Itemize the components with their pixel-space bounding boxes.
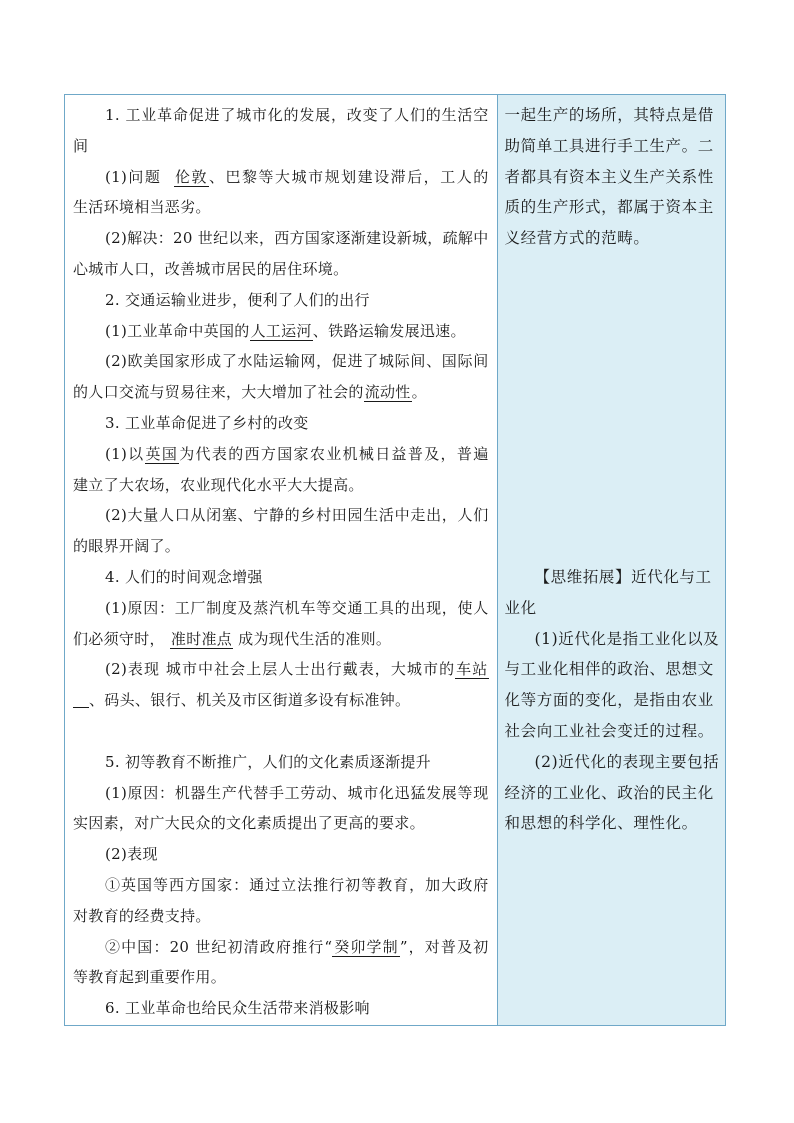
section-4-item-2: (2)表现 城市中社会上层人士出行戴表，大城市的车站: [105, 660, 488, 679]
section-1-item-1: (1)问题 伦敦、巴黎等大城市规划建设滞后，工人的: [105, 167, 489, 186]
answer-blank: 车站: [456, 660, 488, 679]
section-2-title: 2. 交通运输业进步，便利了人们的出行: [105, 290, 370, 309]
section-5-item-1-cont: 实因素，对广大民众的文化素质提出了更高的要求。: [73, 814, 425, 833]
thinking-extension-heading-cont: 业化: [504, 598, 537, 617]
answer-blank: 人工运河: [250, 321, 312, 340]
note-line: 社会向工业社会变迁的过程。: [504, 721, 714, 740]
note-line: 者都具有资本主义生产关系性: [504, 167, 714, 186]
note-line: 助简单工具进行手工生产。二: [504, 136, 714, 155]
note-line: 质的生产形式，都属于资本主: [504, 198, 714, 217]
section-6-title: 6. 工业革命也给民众生活带来消极影响: [105, 999, 370, 1018]
section-2-item-2: (2)欧美国家形成了水陆运输网，促进了城际间、国际间: [105, 352, 489, 371]
note-line: 经济的工业化、政治的民主化: [504, 783, 714, 802]
section-5-item-1: (1)原因：机器生产代替手工劳动、城市化迅猛发展等现: [105, 783, 489, 802]
answer-blank-cont: [73, 689, 89, 708]
spacer: [505, 254, 720, 562]
note-line: 一起生产的场所，其特点是借: [504, 106, 714, 124]
note-line: (1)近代化是指工业化以及: [534, 629, 720, 648]
section-5-item-2: (2)表现: [105, 845, 158, 864]
section-4-item-1: (1)原因：工厂制度及蒸汽机车等交通工具的出现，使人: [105, 598, 489, 617]
section-1-item-2: (2)解决：20 世纪以来，西方国家逐渐建设新城，疏解中: [105, 229, 489, 248]
section-2-item-1: (1)工业革命中英国的人工运河、铁路运输发展迅速。: [105, 321, 466, 340]
section-5-title: 5. 初等教育不断推广，人们的文化素质逐渐提升: [105, 752, 431, 771]
answer-blank: 伦敦: [174, 167, 208, 186]
section-5-item-3: ①英国等西方国家：通过立法推行初等教育，加大政府: [105, 875, 489, 894]
answer-blank: 癸卯学制: [333, 937, 399, 956]
note-line: 义经营方式的范畴。: [504, 229, 650, 248]
spacer: [73, 716, 489, 747]
side-notes-column: [498, 95, 726, 1025]
main-content-column: [65, 95, 498, 1025]
note-line: (2)近代化的表现主要包括: [534, 752, 720, 771]
section-4-item-1-cont: 们必须守时， 准时准点 成为现代生活的准则。: [73, 629, 392, 648]
content-table: [64, 94, 726, 1026]
section-4-item-2-cont: 、码头、银行、机关及市区街道多设有标准钟。: [73, 685, 489, 716]
section-3-item-1: (1)以英国为代表的西方国家农业机械日益普及，普遍: [105, 444, 489, 463]
section-1-item-2-cont: 心城市人口，改善城市居民的居住环境。: [73, 259, 349, 278]
section-5-item-3-cont: 对教育的经费支持。: [73, 906, 211, 925]
note-line: 与工业化相伴的政治、思想文: [504, 660, 714, 679]
section-5-item-4: ②中国：20 世纪初清政府推行“癸卯学制”，对普及初: [105, 937, 489, 956]
answer-blank: 英国: [145, 444, 179, 463]
section-3-title: 3. 工业革命促进了乡村的改变: [105, 413, 309, 432]
thinking-extension-heading: 【思维拓展】近代化与工: [534, 567, 712, 586]
answer-blank: 准时准点: [170, 629, 233, 648]
section-1-title-cont: 间: [73, 136, 89, 155]
note-line: 和思想的科学化、理性化。: [504, 814, 698, 833]
note-line: 化等方面的变化，是指由农业: [504, 691, 714, 710]
section-2-item-2-cont: 的人口交流与贸易往来，大大增加了社会的流动性。: [73, 383, 427, 402]
section-1-item-1-cont: 生活环境相当恶劣。: [73, 198, 211, 217]
answer-blank: 流动性: [364, 383, 411, 402]
section-1-title: 1. 工业革命促进了城市化的发展，改变了人们的生活空: [105, 106, 489, 124]
section-3-item-2-cont: 的眼界开阔了。: [73, 537, 181, 556]
section-5-item-4-cont: 等教育起到重要作用。: [73, 968, 227, 987]
section-3-item-1-cont: 建立了大农场，农业现代化水平大大提高。: [73, 475, 364, 494]
section-3-item-2: (2)大量人口从闭塞、宁静的乡村田园生活中走出，人们: [105, 506, 489, 525]
section-4-title: 4. 人们的时间观念增强: [105, 567, 263, 586]
